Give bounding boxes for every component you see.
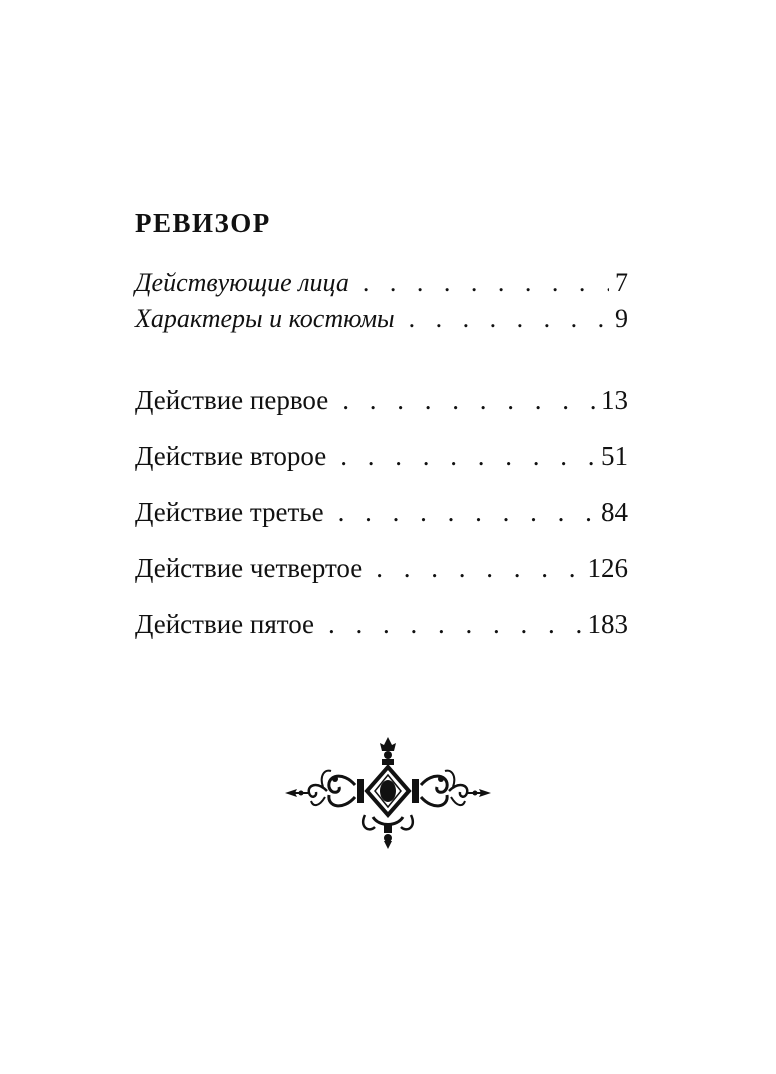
- toc-entry-label: Действие первое: [135, 385, 329, 415]
- dot-leader: [376, 553, 581, 584]
- toc-entry-label: Характеры и костюмы: [135, 304, 395, 333]
- dot-leader: [328, 609, 581, 640]
- toc-entry-act-2[interactable]: [135, 441, 628, 472]
- toc-entry-act-3[interactable]: [135, 497, 628, 528]
- toc-page-number: 126: [587, 553, 628, 583]
- toc-page-number: 7: [615, 268, 628, 297]
- dot-leader: [338, 497, 595, 528]
- toc-entry-act-1[interactable]: [135, 385, 628, 416]
- toc-entry-label: Действующие лица: [135, 268, 349, 297]
- toc-entry-characters[interactable]: [135, 268, 628, 298]
- toc-page-number: 84: [601, 497, 628, 527]
- toc-entry-act-4[interactable]: [135, 553, 628, 584]
- toc-entry-label: Действие пятое: [135, 609, 315, 639]
- toc-entry-label: Действие третье: [135, 497, 324, 527]
- toc-page-number: 13: [601, 385, 628, 415]
- toc-entry-act-5[interactable]: [135, 609, 628, 640]
- toc-entry-costumes[interactable]: [135, 304, 628, 334]
- toc-entry-label: Действие четвертое: [135, 553, 363, 583]
- fleuron-ornament-icon: [283, 735, 493, 850]
- dot-leader: [409, 304, 609, 334]
- toc-page-number: 183: [587, 609, 628, 639]
- toc-entry-label: Действие второе: [135, 441, 327, 471]
- page-title: РЕВИЗОР: [135, 208, 271, 238]
- dot-leader: [342, 385, 595, 416]
- toc-page-number: 51: [601, 441, 628, 471]
- dot-leader: [363, 268, 609, 298]
- toc-page-number: 9: [615, 304, 628, 333]
- dot-leader: [340, 441, 595, 472]
